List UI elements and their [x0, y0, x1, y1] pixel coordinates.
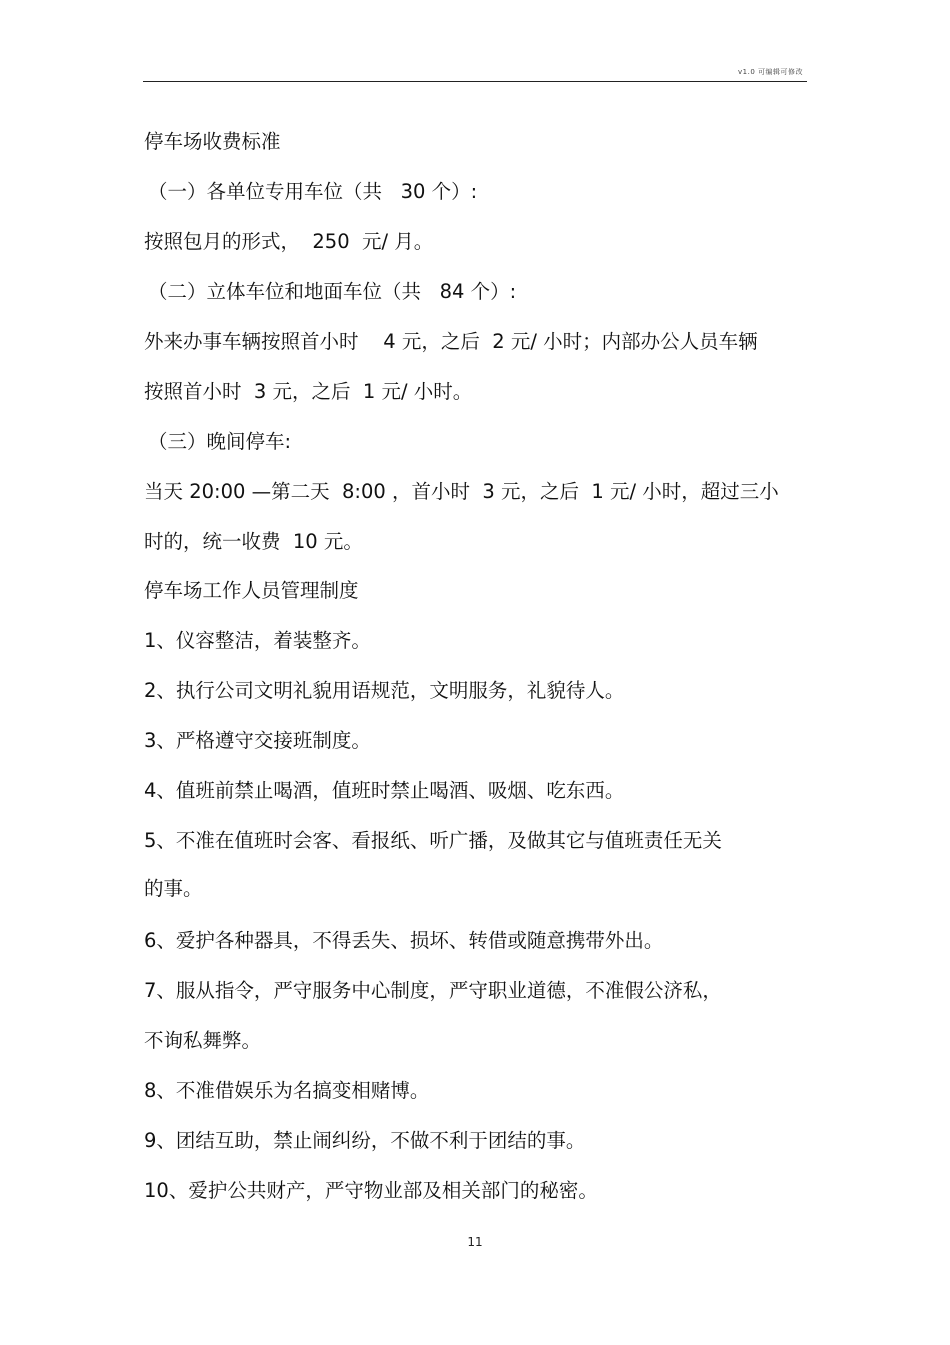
rule-1: 1、仪容整洁，着装整齐。: [144, 629, 371, 652]
rule-6: 6、爱护各种器具，不得丢失、损坏、转借或随意携带外出。: [144, 929, 664, 952]
fee-item2-heading: （二）立体车位和地面车位（共 84 个）:: [148, 280, 517, 303]
fee-item3-text-line1: 当天 20:00 —第二天 8:00 ，首小时 3 元，之后 1 元/ 小时，超过三小: [144, 480, 779, 503]
rule-3: 3、严格遵守交接班制度。: [144, 729, 371, 752]
fee-item2-text-line2: 按照首小时 3 元，之后 1 元/ 小时。: [144, 380, 473, 403]
rule-4: 4、值班前禁止喝酒，值班时禁止喝酒、吸烟、吃东西。: [144, 779, 625, 802]
rule-7-line2: 不询私舞弊。: [144, 1029, 262, 1052]
rules-title: 停车场工作人员管理制度: [144, 579, 359, 602]
header-divider: [143, 81, 807, 82]
rule-8: 8、不准借娱乐为名搞变相赌博。: [144, 1079, 430, 1102]
rule-9: 9、团结互助，禁止闹纠纷，不做不利于团结的事。: [144, 1129, 586, 1152]
rule-5-line2: 的事。: [144, 877, 203, 900]
rule-5-line1: 5、不准在值班时会客、看报纸、听广播，及做其它与值班责任无关: [144, 829, 722, 852]
rule-2: 2、执行公司文明礼貌用语规范，文明服务，礼貌待人。: [144, 679, 625, 702]
fees-title: 停车场收费标准: [144, 130, 281, 153]
rule-10: 10、爱护公共财产，严守物业部及相关部门的秘密。: [144, 1179, 598, 1202]
fee-item2-text-line1: 外来办事车辆按照首小时 4 元，之后 2 元/ 小时；内部办公人员车辆: [144, 330, 758, 353]
fee-item1-heading: （一）各单位专用车位（共 30 个）:: [148, 180, 478, 203]
fee-item3-heading: （三）晚间停车:: [148, 430, 292, 453]
fee-item3-text-line2: 时的，统一收费 10 元。: [144, 530, 363, 553]
version-note: v1.0 可编辑可修改: [738, 68, 803, 76]
fee-item1-text: 按照包月的形式， 250 元/ 月。: [144, 230, 434, 253]
rule-7-line1: 7、服从指令，严守服务中心制度，严守职业道德，不准假公济私，: [144, 979, 722, 1002]
page-number: 11: [467, 1235, 483, 1249]
